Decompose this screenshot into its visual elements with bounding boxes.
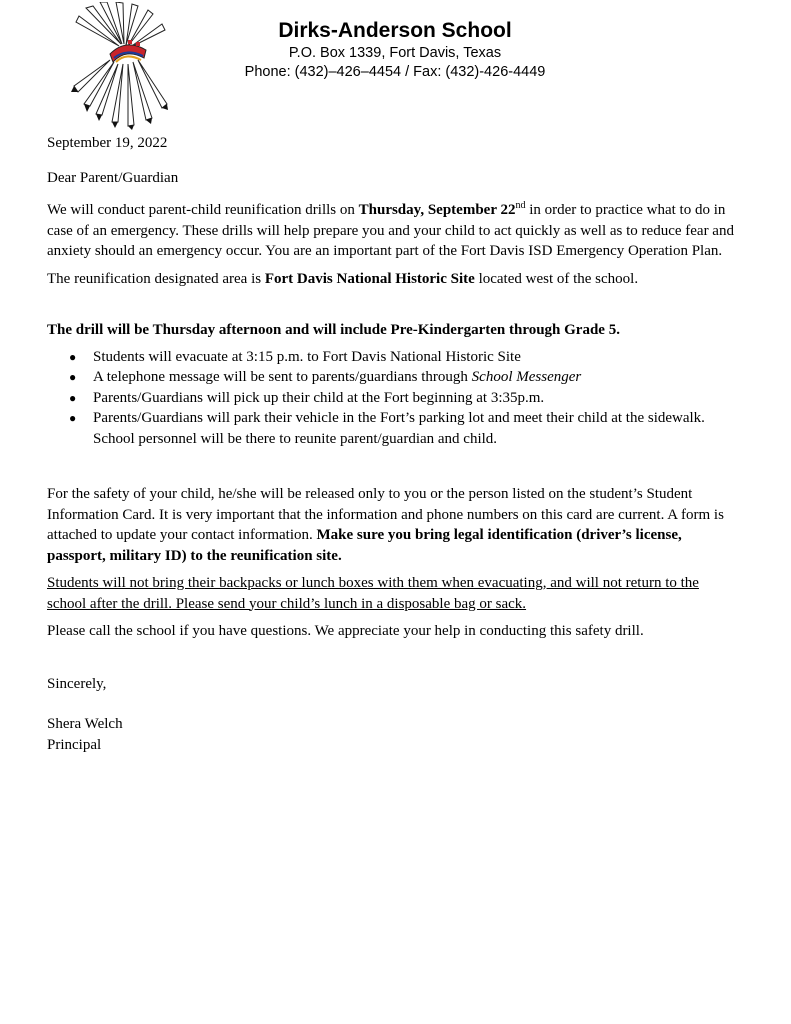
letterhead xyxy=(200,18,590,82)
school-name: Dirks-Anderson School xyxy=(278,19,512,42)
paragraph-reunification-area xyxy=(47,269,737,290)
closing: Sincerely, xyxy=(47,675,107,692)
bullet-pickup: Parents/Guardians will pick up their child at the Fort beginning at 3:35p.m. xyxy=(93,389,545,406)
list-item xyxy=(47,408,737,449)
letter-body xyxy=(47,133,737,755)
drill-heading: The drill will be Thursday afternoon and will include Pre-Kindergarten through Grade 5. xyxy=(47,322,620,338)
paragraph-safety xyxy=(47,484,737,566)
bullet-icon: ● xyxy=(69,390,77,405)
signer-title: Principal xyxy=(47,736,102,753)
bullet-icon: ● xyxy=(69,349,77,364)
p3-text: For the safety of your child, he/she will be released only to you or the person listed on the student’s Student Information Card. It is very important that the information and phone numbers on this card are current. A form is attached to update your contact information. xyxy=(47,486,724,543)
p2-text-after: located west of the school. xyxy=(474,270,639,287)
list-item xyxy=(47,388,737,409)
paragraph-backpacks-notice: Students will not bring their backpacks or lunch boxes with them when evacuating, and will not return to the school after the drill. Please send your child’s lunch in a disposable bag or sack. xyxy=(47,575,699,612)
bullet-icon: ● xyxy=(69,370,77,384)
school-phone-fax: Phone: (432)–426–4454 / Fax: (432)-426-4449 xyxy=(244,64,546,80)
salutation: Dear Parent/Guardian xyxy=(47,169,179,186)
paragraph-questions: Please call the school if you have questions. We appreciate your help in conducting this safety drill. xyxy=(47,623,644,639)
bullet-icon: ● xyxy=(69,411,77,425)
drill-details-list xyxy=(47,347,737,450)
letter-date: September 19, 2022 xyxy=(47,135,168,151)
paragraph-drill-intro xyxy=(47,200,737,262)
bullet-message-before: A telephone message will be sent to parents/guardians through xyxy=(93,369,472,385)
list-item xyxy=(47,367,737,388)
school-address: P.O. Box 1339, Fort Davis, Texas xyxy=(288,45,502,61)
bullet-evacuation: Students will evacuate at 3:15 p.m. to Fort Davis National Historic Site xyxy=(93,348,521,365)
bullet-parking: Parents/Guardians will park their vehicle in the Fort’s parking lot and meet their child at the sidewalk. School personnel will be there to reunite parent/guardian and child. xyxy=(93,410,705,447)
p1-drill-date: Thursday, September 22 xyxy=(358,202,516,218)
p2-location: Fort Davis National Historic Site xyxy=(264,270,475,287)
list-item xyxy=(47,347,737,368)
signer-name: Shera Welch xyxy=(47,716,123,732)
p1-text-after: in order to practice what to do in case of an emergency. These drills will help prepare you and your child to act quickly as well as to reduce fear and anxiety should an emergency occur. You are an important part of the Fort Davis ISD Emergency Operation Plan. xyxy=(47,202,734,259)
p1-text-before: We will conduct parent-child reunification drills on xyxy=(47,202,359,218)
bullet-message-service: School Messenger xyxy=(471,369,582,385)
p1-date-suffix: nd xyxy=(515,200,526,211)
headdress-logo-icon xyxy=(66,2,176,130)
p2-text-before: The reunification designated area is xyxy=(47,270,265,287)
p3-id-requirement: Make sure you bring legal identification (driver’s license, passport, military ID) to the reunification site. xyxy=(47,527,682,564)
